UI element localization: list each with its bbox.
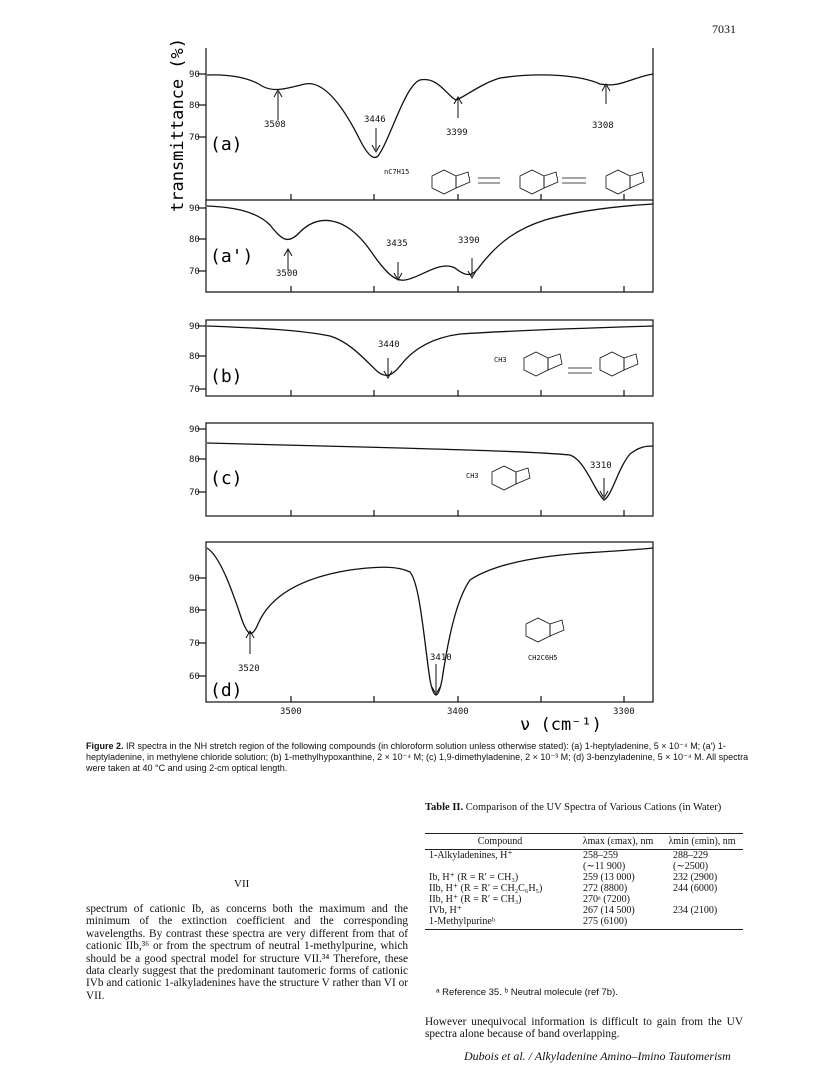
table-header-compound: Compound (425, 834, 575, 850)
panel-label-a-prime: (a') (210, 246, 254, 267)
table-cell: (∼2500) (673, 861, 709, 872)
peak-label-a-4: 3308 (592, 121, 614, 131)
table-cell: 234 (2100) (673, 905, 718, 916)
right-column-paragraph: However unequivocal information is difficult to gain from the UV spectra alone because of band overlapping. (425, 1016, 743, 1041)
ytick-b-80: 80 (189, 352, 200, 362)
table-cell: (∼11 900) (583, 861, 626, 872)
ytick-c-80: 80 (189, 455, 200, 465)
table-header-lambda-min: λmin (εmin), nm (661, 834, 743, 850)
table-footnote: ᵃ Reference 35. ᵇ Neutral molecule (ref 7b). (436, 987, 618, 998)
peak-label-aprime-2: 3435 (386, 239, 408, 249)
table-cell: 288–229 (673, 850, 709, 861)
page-number: 7031 (712, 22, 736, 36)
panel-label-b: (b) (210, 366, 243, 387)
table-cell: IVb, H⁺ (429, 905, 463, 916)
panel-label-c: (c) (210, 468, 243, 489)
table-cell: 1-Alkyladenines, H⁺ (429, 850, 513, 861)
panel-label-d: (d) (210, 680, 243, 701)
ytick-a-70: 70 (189, 133, 200, 143)
table-cell: 267 (14 500) (583, 905, 635, 916)
table-cell: IIb, H⁺ (R = R′ = CH₂C₆H₅) (429, 883, 543, 894)
ytick-a-90: 90 (189, 70, 200, 80)
left-column-paragraph: spectrum of cationic Ib, as concerns both the maximum and the minimum of the extinction coefficient and the corresponding wavelengths. By contrast these spectra are very different from that of cationic IIb,³⁶ or from the spectrum of neutral 1-methylpurine, which should be a good spectral model for structure VII.³⁴ Therefore, these data clearly suggest that the predominant tautomeric forms of cationic IVb and cationic 1-alkyladenines have the structure V rather than VI or VII. (86, 903, 408, 1002)
substituent-c: CH3 (466, 472, 479, 480)
panel-label-a: (a) (210, 134, 243, 155)
panel-b (198, 320, 653, 396)
ytick-aprime-90: 90 (189, 204, 200, 214)
structure-vii-label: VII (234, 878, 250, 890)
ytick-aprime-80: 80 (189, 235, 200, 245)
ytick-c-90: 90 (189, 425, 200, 435)
table-cell: 258–259 (583, 850, 618, 861)
ytick-a-80: 80 (189, 101, 200, 111)
table-row (425, 905, 743, 916)
y-axis-label: transmittance (%) (168, 38, 188, 212)
figure-caption-text: IR spectra in the NH stretch region of the following compounds (in chloroform solution unless otherwise stated): (a) 1-heptyladenine, 5 × 10⁻⁴ M; (a′) 1-heptyladenine, in methylene chloride solution; (b) 1-methylhypoxanthine, 2 × 10⁻⁴ M; (c) 1,9-dimethyladenine, 2 × 10⁻³ M; (d) 3-benzyladenine, 5 × 10⁻⁴ M. All spectra were taken at 40 °C and using 2-cm optical length. (86, 741, 749, 773)
peak-label-aprime-3: 3390 (458, 236, 480, 246)
ytick-b-70: 70 (189, 385, 200, 395)
table-cell: IIb, H⁺ (R = R′ = CH₃) (429, 894, 522, 905)
ytick-d-60: 60 (189, 672, 200, 682)
table-row (425, 916, 743, 930)
table-cell: 232 (2900) (673, 872, 718, 883)
peak-label-a-2: 3446 (364, 115, 386, 125)
peak-label-b-1: 3440 (378, 340, 400, 350)
table-cell: 1-Methylpurineᵇ (425, 916, 575, 930)
table-header-lambda-max: λmax (εmax), nm (575, 834, 661, 850)
figure-caption-label: Figure 2. (86, 741, 124, 751)
table-row (425, 872, 743, 883)
table-cell (425, 861, 575, 872)
ytick-d-90: 90 (189, 574, 200, 584)
spectrum-c (207, 443, 653, 500)
table-cell (661, 916, 743, 930)
peak-label-d-2: 3410 (430, 653, 452, 663)
spectrum-d (207, 548, 653, 695)
ytick-aprime-70: 70 (189, 267, 200, 277)
table-cell: 259 (13 000) (583, 872, 635, 883)
table-row (425, 850, 743, 862)
table-cell: 275 (6100) (575, 916, 661, 930)
panel-c (198, 423, 653, 516)
table-header-row (425, 834, 743, 850)
xtick-3400: 3400 (447, 707, 469, 717)
uv-comparison-table (425, 833, 743, 930)
xtick-3300: 3300 (613, 707, 635, 717)
peak-label-a-1: 3508 (264, 120, 286, 130)
table-cell (661, 894, 743, 905)
figure-caption (86, 741, 756, 774)
table-cell: 272 (8800) (583, 883, 628, 894)
substituent-b: CH3 (494, 356, 507, 364)
table-cell: 244 (6000) (673, 883, 718, 894)
table-row (425, 883, 743, 894)
peak-label-d-1: 3520 (238, 664, 260, 674)
table-cell: 270ᵃ (7200) (583, 894, 630, 905)
substituent-d: CH2C6H5 (528, 654, 558, 662)
tautomer-structures-a (432, 170, 644, 194)
table-title-label: Table II. (425, 802, 464, 813)
table-title (425, 802, 743, 814)
peak-label-aprime-1: 3500 (276, 269, 298, 279)
spectrum-a (207, 74, 653, 157)
ytick-c-70: 70 (189, 488, 200, 498)
ytick-b-90: 90 (189, 322, 200, 332)
ytick-d-70: 70 (189, 639, 200, 649)
panel-d (198, 542, 653, 702)
spectrum-a-prime (207, 204, 653, 280)
xtick-3500: 3500 (280, 707, 302, 717)
substituent-a: nC7H15 (384, 168, 410, 176)
table-cell: Ib, H⁺ (R = R′ = CH₃) (429, 872, 519, 883)
peak-label-a-3: 3399 (446, 128, 468, 138)
table-row (425, 861, 743, 872)
ytick-d-80: 80 (189, 606, 200, 616)
panel-a-prime (198, 200, 653, 292)
table-title-text: Comparison of the UV Spectra of Various Cations (in Water) (465, 802, 722, 813)
peak-label-c-1: 3310 (590, 461, 612, 471)
table-row (425, 894, 743, 905)
x-axis-label: ν (cm⁻¹) (520, 715, 602, 735)
running-footer: Dubois et al. / Alkyladenine Amino–Imino Tautomerism (464, 1049, 731, 1063)
